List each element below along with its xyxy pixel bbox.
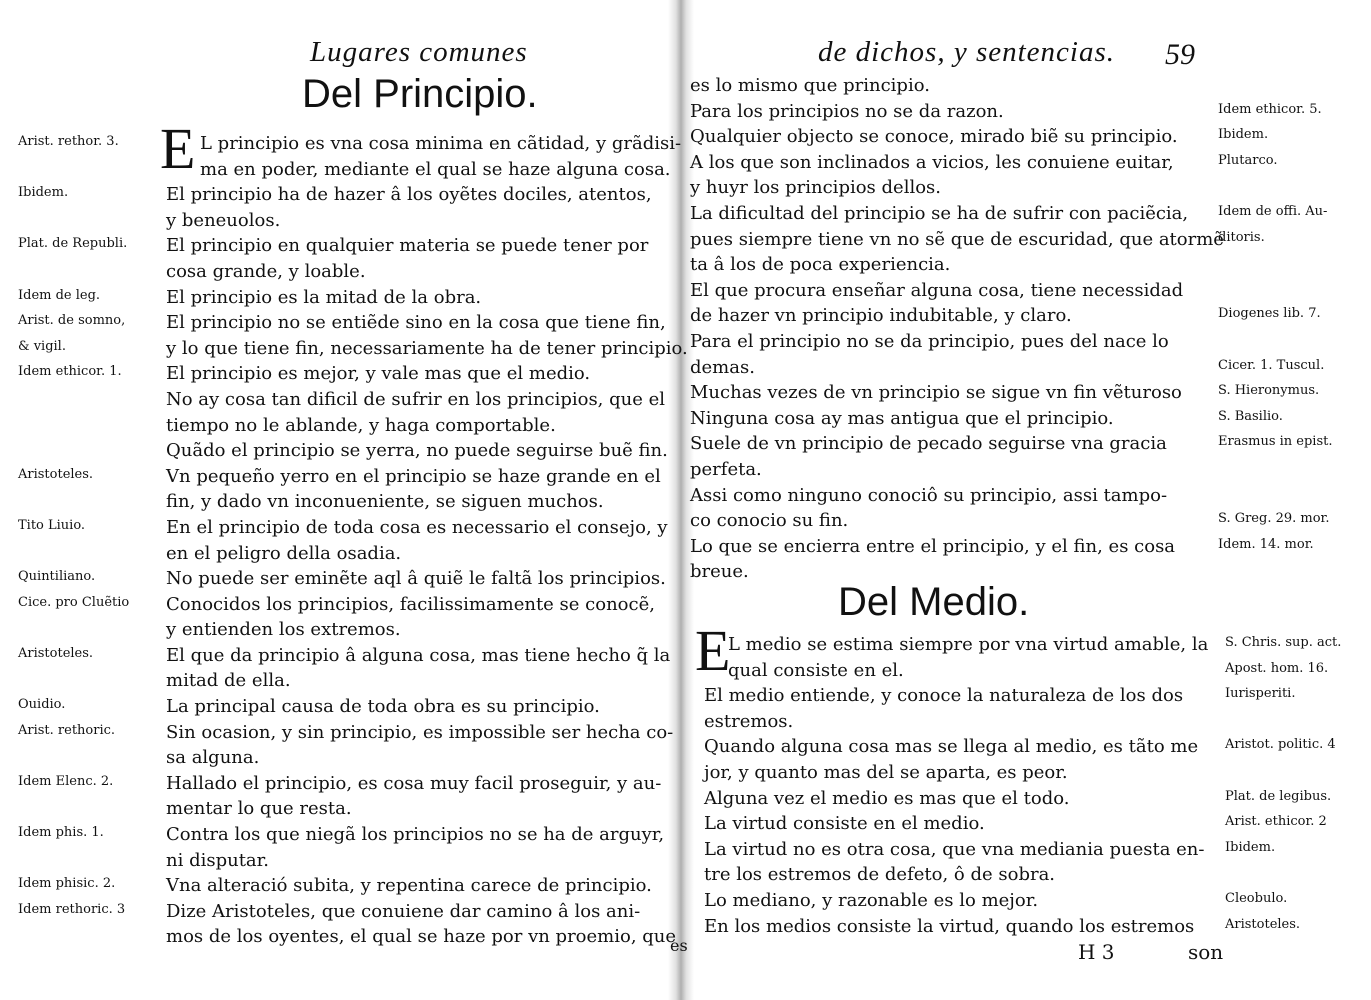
text-line: La virtud consiste en el medio. bbox=[704, 813, 985, 835]
marginal-note: Aristot. politic. 4 bbox=[1225, 737, 1336, 753]
marginal-note: Iurisperiti. bbox=[1225, 686, 1296, 702]
marginal-note: Arist. ethicor. 2 bbox=[1225, 814, 1327, 830]
text-line: perfeta. bbox=[690, 458, 762, 480]
text-line: de hazer vn principio indubitable, y claro. bbox=[690, 305, 1072, 327]
text-line: y lo que tiene fin, necessariamente ha de tener principio. bbox=[166, 337, 688, 359]
marginal-note: Cicer. 1. Tuscul. bbox=[1218, 357, 1325, 373]
text-row bbox=[690, 888, 1360, 914]
text-row bbox=[18, 233, 668, 259]
marginal-note: S. Hieronymus. bbox=[1218, 383, 1320, 399]
text-line: y beneuolos. bbox=[166, 209, 281, 231]
text-line: Lo mediano, y razonable es lo mejor. bbox=[704, 889, 1039, 911]
left-text-block bbox=[18, 131, 688, 950]
text-row bbox=[18, 515, 668, 541]
text-row bbox=[18, 259, 668, 285]
text-line: Lo que se encierra entre el principio, y el fin, es cosa bbox=[690, 535, 1176, 557]
text-row bbox=[690, 658, 1360, 684]
marginal-note: Quintiliano. bbox=[18, 569, 96, 585]
text-line: La virtud no es otra cosa, que vna mediania puesta en- bbox=[704, 838, 1205, 860]
text-line: demas. bbox=[690, 356, 755, 378]
text-line: Conocidos los principios, facilissimamente se conocẽ, bbox=[166, 593, 655, 615]
text-row bbox=[690, 201, 1360, 227]
text-line: tiempo no le ablande, y haga comportable. bbox=[166, 414, 556, 436]
marginal-note: Cice. pro Cluẽtio bbox=[18, 594, 130, 610]
text-row bbox=[690, 914, 1360, 940]
text-row bbox=[690, 278, 1360, 304]
marginal-note: Idem de leg. bbox=[18, 287, 101, 303]
folio-number: 59 bbox=[1165, 38, 1195, 71]
text-line: ma en poder, mediante el qual se haze alguna cosa. bbox=[200, 158, 671, 180]
text-row bbox=[18, 873, 668, 899]
text-line: Hallado el principio, es cosa muy facil proseguir, y au- bbox=[166, 772, 662, 794]
text-row bbox=[18, 720, 674, 746]
marginal-note: Idem Elenc. 2. bbox=[18, 773, 114, 789]
marginal-note: Idem. 14. mor. bbox=[1218, 536, 1314, 552]
text-line: El principio en qualquier materia se puede tener por bbox=[166, 235, 649, 257]
right-catchword: son bbox=[1188, 940, 1224, 964]
text-line: mos de los oyentes, el qual se haze por vn proemio, que bbox=[166, 926, 677, 948]
text-row bbox=[690, 862, 1360, 888]
text-line: Contra los que niegã los principios no se ha de arguyr, bbox=[166, 824, 665, 846]
text-row bbox=[690, 124, 1360, 150]
text-line: qual consiste en el. bbox=[728, 659, 904, 681]
left-catchword: es bbox=[670, 936, 688, 955]
text-row bbox=[18, 643, 671, 669]
text-line: La dificultad del principio se ha de sufrir con paciẽcia, bbox=[690, 202, 1189, 224]
text-line: El que procura enseñar alguna cosa, tiene necessidad bbox=[690, 279, 1184, 301]
text-line: pues siempre tiene vn no sẽ que de escuridad, que atormẽ bbox=[690, 228, 1224, 250]
text-row bbox=[18, 822, 668, 848]
text-row bbox=[18, 285, 668, 311]
text-line: en el peligro della osadia. bbox=[166, 542, 402, 564]
text-row bbox=[690, 252, 1360, 278]
marginal-note: Idem ethicor. 5. bbox=[1218, 101, 1322, 117]
marginal-note: & vigil. bbox=[18, 338, 66, 354]
text-line: No ay cosa tan dificil de sufrir en los principios, que el bbox=[166, 388, 666, 410]
text-row bbox=[18, 796, 668, 822]
text-line: Qualquier objecto se conoce, mirado biẽ su principio. bbox=[690, 126, 1178, 148]
text-row bbox=[18, 592, 668, 618]
text-line: El principio es la mitad de la obra. bbox=[166, 286, 482, 308]
text-row bbox=[690, 406, 1360, 432]
left-running-head: Lugares comunes bbox=[310, 36, 528, 68]
text-line: El principio no se entiẽde sino en la cosa que tiene fin, bbox=[166, 312, 666, 334]
marginal-note: Idem rethoric. 3 bbox=[18, 901, 126, 917]
text-row bbox=[690, 99, 1360, 125]
text-row bbox=[18, 745, 668, 771]
text-row bbox=[18, 899, 668, 925]
text-line: fin, y dado vn inconueniente, se siguen muchos. bbox=[166, 491, 604, 513]
text-line: Sin ocasion, y sin principio, es impossible ser hecha co- bbox=[166, 721, 674, 743]
left-drop-cap: E bbox=[160, 116, 196, 181]
marginal-note: Aristoteles. bbox=[18, 466, 94, 482]
marginal-note: Tito Liuio. bbox=[18, 517, 86, 533]
marginal-note: Erasmus in epist. bbox=[1218, 434, 1333, 450]
text-row bbox=[690, 837, 1360, 863]
text-line: ni disputar. bbox=[166, 849, 270, 871]
text-row bbox=[690, 534, 1360, 560]
marginal-note: Arist. de somno, bbox=[18, 313, 126, 329]
text-line: y huyr los principios dellos. bbox=[690, 177, 941, 199]
text-row bbox=[690, 734, 1360, 760]
text-row bbox=[690, 303, 1360, 329]
text-row bbox=[18, 848, 668, 874]
text-row bbox=[690, 508, 1360, 534]
text-row bbox=[18, 566, 668, 592]
text-line: El principio ha de hazer â los oyẽtes dociles, atentos, bbox=[166, 184, 652, 206]
text-row bbox=[690, 355, 1360, 381]
text-row bbox=[18, 131, 682, 157]
text-row bbox=[690, 811, 1360, 837]
marginal-note: Aristoteles. bbox=[18, 645, 94, 661]
text-line: Vna alteració subita, y repentina carece de principio. bbox=[166, 875, 652, 897]
text-line: y entienden los extremos. bbox=[166, 619, 401, 641]
text-row bbox=[690, 683, 1360, 709]
marginal-note: Idem ethicor. 1. bbox=[18, 364, 122, 380]
text-line: Assi como ninguno conociô su principio, assi tampo- bbox=[690, 484, 1168, 506]
right-running-head: de dichos, y sentencias. bbox=[818, 36, 1116, 68]
text-line: No puede ser eminẽte aql â quiẽ le faltã los principios. bbox=[166, 568, 666, 590]
right-drop-cap: E bbox=[695, 618, 731, 683]
text-line: breue. bbox=[690, 561, 749, 583]
text-line: sa alguna. bbox=[166, 747, 260, 769]
marginal-note: Arist. rethor. 3. bbox=[18, 134, 119, 149]
text-line: A los que son inclinados a vicios, les conuiene euitar, bbox=[690, 151, 1174, 173]
text-row bbox=[18, 489, 668, 515]
text-line: tre los estremos de defeto, ô de sobra. bbox=[704, 864, 1056, 886]
text-line: L principio es vna cosa minima en cãtidad, y grãdisi- bbox=[200, 133, 682, 154]
right-text-block-medio bbox=[690, 632, 1360, 939]
marginal-note: Ouidio. bbox=[18, 697, 66, 713]
text-line: ta â los de poca experiencia. bbox=[690, 254, 951, 276]
marginal-note: Ibidem. bbox=[1218, 127, 1269, 143]
text-line: La principal causa de toda obra es su principio. bbox=[166, 696, 600, 718]
marginal-note: Aristoteles. bbox=[1225, 916, 1301, 932]
text-row bbox=[690, 483, 1360, 509]
text-row bbox=[690, 632, 1360, 658]
right-text-block-principio bbox=[690, 73, 1360, 585]
text-line: estremos. bbox=[704, 710, 794, 732]
text-row bbox=[18, 668, 668, 694]
marginal-note: S. Chris. sup. act. bbox=[1225, 635, 1342, 650]
marginal-note: Idem phisic. 2. bbox=[18, 876, 116, 892]
marginal-note: Apost. hom. 16. bbox=[1225, 660, 1329, 676]
text-line: Suele de vn principio de pecado seguirse vna gracia bbox=[690, 433, 1167, 455]
marginal-note: S. Greg. 29. mor. bbox=[1218, 511, 1330, 527]
text-row bbox=[18, 361, 668, 387]
left-section-title: Del Principio. bbox=[302, 72, 538, 116]
text-row bbox=[690, 431, 1360, 457]
text-row bbox=[690, 227, 1360, 253]
text-line: El que da principio â alguna cosa, mas tiene hecho q̃ la bbox=[166, 644, 671, 666]
text-row bbox=[690, 329, 1360, 355]
text-row bbox=[18, 541, 668, 567]
text-line: El medio entiende, y conoce la naturaleza de los dos bbox=[704, 685, 1184, 707]
text-row bbox=[690, 786, 1360, 812]
text-line: Quando alguna cosa mas se llega al medio, es tãto me bbox=[704, 736, 1199, 758]
text-line: cosa grande, y loable. bbox=[166, 260, 366, 282]
marginal-note: Cleobulo. bbox=[1225, 890, 1288, 906]
text-row bbox=[18, 387, 668, 413]
marginal-note: ditoris. bbox=[1218, 229, 1265, 245]
text-line: Muchas vezes de vn principio se sigue vn fin vẽturoso bbox=[690, 382, 1182, 404]
text-line: En el principio de toda cosa es necessario el consejo, y bbox=[166, 516, 668, 538]
marginal-note: Arist. rethoric. bbox=[18, 722, 116, 738]
text-row bbox=[18, 182, 668, 208]
marginal-note: Idem phis. 1. bbox=[18, 825, 104, 841]
text-line: jor, y quanto mas del se aparta, es peor. bbox=[704, 761, 1068, 783]
text-row bbox=[690, 760, 1360, 786]
text-row bbox=[18, 771, 668, 797]
text-row bbox=[18, 617, 668, 643]
text-row bbox=[690, 380, 1360, 406]
text-row bbox=[690, 709, 1360, 735]
text-line: Quãdo el principio se yerra, no puede seguirse buẽ fin. bbox=[166, 440, 668, 462]
text-line: es lo mismo que principio. bbox=[690, 75, 930, 96]
text-row bbox=[18, 157, 671, 183]
text-row bbox=[690, 73, 1360, 99]
text-line: L medio se estima siempre por vna virtud amable, la bbox=[728, 634, 1209, 655]
text-row bbox=[18, 310, 668, 336]
text-line: Dize Aristoteles, que conuiene dar camino â los ani- bbox=[166, 900, 641, 922]
text-line: mitad de ella. bbox=[166, 670, 291, 692]
marginal-note: Diogenes lib. 7. bbox=[1218, 306, 1321, 322]
marginal-note: Plutarco. bbox=[1218, 152, 1278, 168]
text-row bbox=[18, 208, 668, 234]
text-row bbox=[690, 150, 1360, 176]
text-row bbox=[18, 924, 677, 950]
marginal-note: Plat. de Republi. bbox=[18, 236, 128, 252]
marginal-note: S. Basilio. bbox=[1218, 408, 1283, 424]
text-row bbox=[690, 457, 1360, 483]
marginal-note: Ibidem. bbox=[18, 185, 69, 201]
text-row bbox=[18, 694, 668, 720]
right-section-title: Del Medio. bbox=[838, 580, 1030, 624]
text-row bbox=[18, 336, 688, 362]
text-row bbox=[18, 438, 668, 464]
marginal-note: Plat. de legibus. bbox=[1225, 788, 1332, 804]
signature-mark: H 3 bbox=[1078, 940, 1115, 964]
text-line: Para los principios no se da razon. bbox=[690, 100, 1004, 122]
text-line: Ninguna cosa ay mas antigua que el principio. bbox=[690, 407, 1114, 429]
marginal-note: Ibidem. bbox=[1225, 839, 1276, 855]
text-row bbox=[18, 464, 668, 490]
text-line: co conocio su fin. bbox=[690, 510, 849, 532]
text-line: En los medios consiste la virtud, quando los estremos bbox=[704, 915, 1195, 937]
text-line: Vn pequeño yerro en el principio se haze grande en el bbox=[166, 465, 661, 487]
text-line: El principio es mejor, y vale mas que el medio. bbox=[166, 363, 591, 385]
marginal-note: Idem de offi. Au- bbox=[1218, 203, 1328, 219]
text-row bbox=[690, 175, 1360, 201]
text-line: Alguna vez el medio es mas que el todo. bbox=[704, 787, 1070, 809]
text-row bbox=[18, 413, 668, 439]
text-line: Para el principio no se da principio, pues del nace lo bbox=[690, 330, 1169, 352]
text-line: mentar lo que resta. bbox=[166, 798, 352, 820]
